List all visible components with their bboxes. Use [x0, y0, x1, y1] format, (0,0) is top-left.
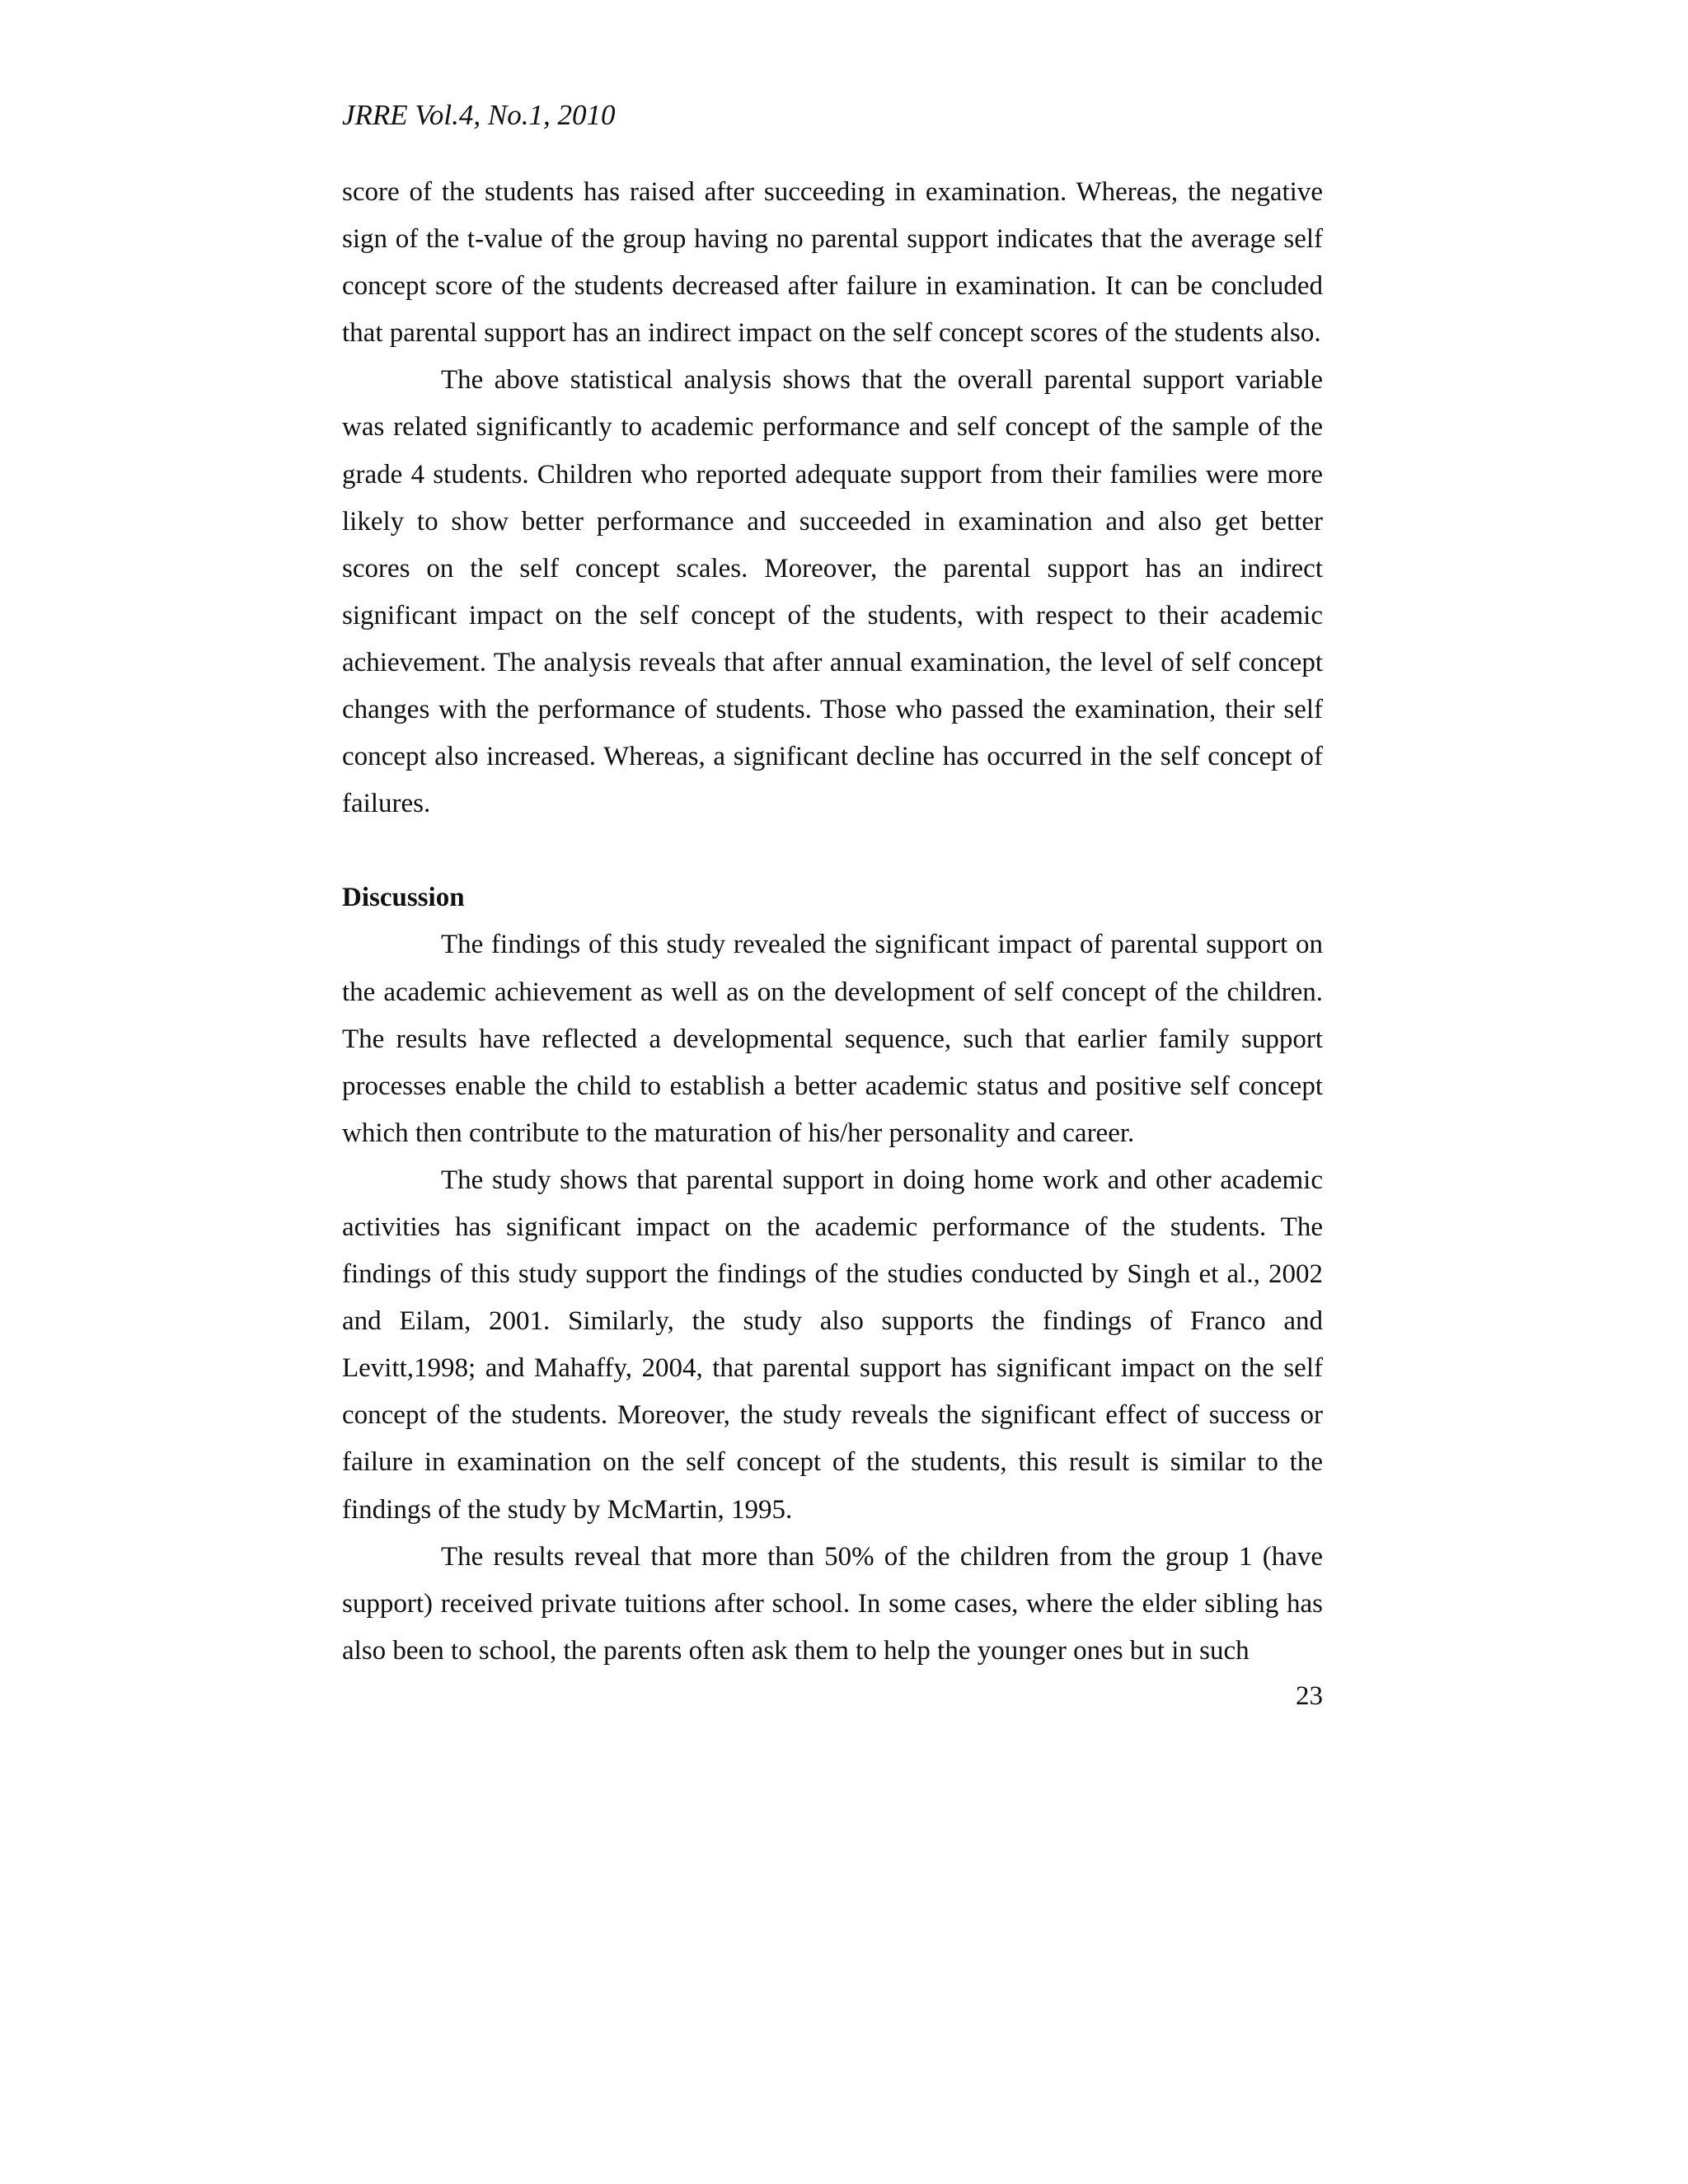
paragraph: The results reveal that more than 50% of the children from the group 1 (have support) received private tuitions after school. In some cases, where the elder sibling has also been to school, the parents often ask them to help the younger ones but in such [342, 1541, 1323, 1666]
section-heading-discussion: Discussion [342, 883, 465, 913]
paragraph: The above statistical analysis shows that the overall parental support variable was related significantly to academic performance and self concept of the sample of the grade 4 students. Children who reported adequate support from their families were more likely to show better performance and succeeded in examination and also get better scores on the self concept scales. Moreover, the parental support has an indirect significant impact on the self concept of the students, with respect to their academic achievement. The analysis reveals that after annual examination, the level of self concept changes with the performance of students. Those who passed the examination, their self concept also increased. Whereas, a significant decline has occurred in the self concept of failures. [342, 365, 1323, 819]
body-text [342, 169, 1323, 1675]
running-head: JRRE Vol.4, No.1, 2010 [342, 99, 616, 131]
paragraph: score of the students has raised after succeeding in examination. Whereas, the negative sign of the t-value of the group having no parental support indicates that the average self concept score of the students decreased after failure in examination. It can be concluded that parental support has an indirect impact on the self concept scores of the students also. [342, 177, 1323, 349]
page-number: 23 [1296, 1681, 1323, 1711]
paragraph: The study shows that parental support in doing home work and other academic activities has significant impact on the academic performance of the students. The findings of this study support the findings of the studies conducted by Singh et al., 2002 and Eilam, 2001. Similarly, the study also supports the findings of Franco and Levitt,1998; and Mahaffy, 2004, that parental support has significant impact on the self concept of the students. Moreover, the study reveals the significant effect of success or failure in examination on the self concept of the students, this result is similar to the findings of the study by McMartin, 1995. [342, 1165, 1323, 1525]
paragraph: The findings of this study revealed the significant impact of parental support on the academic achievement as well as on the development of self concept of the children. The results have reflected a developmental sequence, such that earlier family support processes enable the child to establish a better academic status and positive self concept which then contribute to the maturation of his/her personality and career. [342, 930, 1323, 1148]
